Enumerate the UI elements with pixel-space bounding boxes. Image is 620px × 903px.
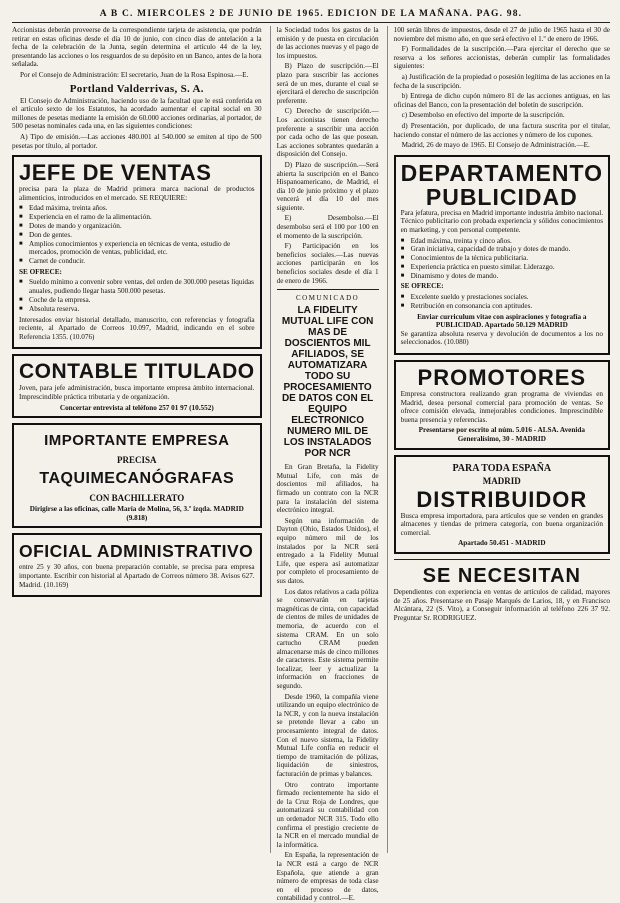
ad-offers [401, 293, 603, 311]
ad-closing: Interesados enviar historial detallado, manuscrito, con referencias y fotografía reciente, al Apartado de Correos 10.097, Madrid, indicando en el sobre Referencia 1355. (10.076) [19, 315, 255, 341]
ad-subtitle: MADRID [482, 475, 521, 486]
article-paragraph: Madrid, 26 de mayo de 1965. El Consejo de Administración.—E. [401, 141, 590, 150]
ad-jefe-ventas [12, 155, 262, 349]
ad-title: JEFE DE VENTAS [19, 160, 212, 186]
ad-contact: Presentarse por escrito al núm. 5.016 - ALSA. Avenida Generalísimo, 30 - MADRID [418, 426, 585, 444]
article-paragraph: Los datos relativos a cada póliza se conservarán en tarjetas magnéticas de cinta, con capacidad de cientos de miles de unidades de memoria, de acuerdo con el sistema CRAM. En un solo cartucho CRAM pueden almacenarse más de cinco millones de caracteres. Este sistema permite localizar, leer y actualizar la información en fracciones de segundo. [276, 587, 379, 691]
article-paragraph: Según una información de Dayton (Ohio, Estados Unidos), el equipo número mil de los instalados por la NCR será entregado a la Fidelity Mutual Life, que espera así automatizar por completo el procesamiento de sus datos. [276, 516, 379, 585]
article-paragraph: C) Derecho de suscripción.—Los accionistas tienen derecho preferente a suscribir una acción por cada ocho de las que posean. Las acciones sobrantes quedarán a disposición del Consejo. [276, 107, 379, 159]
company-heading: Portland Valderrivas, S. A. [69, 82, 204, 95]
company-paragraph: El Consejo de Administración, haciendo uso de la facultad que le está conferida en el artículo sexto de los Estatutos, ha acordado aumentar el capital social en 30 millones de pesetas mediante la emisión de 60.000 acciones ordinarias, al portador, de 500 pesetas nominales cada una, en las siguientes condiciones: [12, 96, 262, 131]
ad-title: DISTRIBUIDOR [416, 486, 588, 512]
list-item: ■ Edad máxima, treinta y cinco años. [401, 237, 603, 246]
article-paragraph: E) Desembolso.—El desembolso será el 100 por 100 en el momento de la suscripción. [276, 214, 379, 240]
list-item: ■ Dotes de mando y organización. [19, 222, 255, 231]
company-paragraph: A) Tipo de emisión.—Las acciones 480.001 al 540.000 se emiten al tipo de 500 pesetas por título, al portador. [12, 132, 262, 150]
column-right [387, 26, 610, 853]
ad-subtitle: PARA TODA ESPAÑA [452, 462, 552, 474]
ad-taquimecanografas [12, 423, 262, 528]
article-paragraph: B) Plazo de suscripción.—El plazo para suscribir las acciones será de un mes, durante el cual se ejercitará el derecho de suscripción preferente. [276, 62, 379, 105]
list-item: ■ Excelente sueldo y prestaciones sociales. [401, 293, 603, 302]
columns [12, 26, 610, 903]
article-paragraph: a) Justificación de la propiedad o posesión legítima de las acciones en la fecha de la suscripción. [393, 72, 610, 90]
ad-text: Dependientes con experiencia en ventas de artículos de calidad, mayores de 25 años. Presentarse en Pasaje Marqués de Larios, 18, y en Francisco Alcántara, 22 (S. Vito), a Conseguir información al teléfono 226 37 92. Preguntar Sr. RODRIGUEZ. [393, 587, 610, 622]
ad-text: entre 25 y 30 años, con buena preparación contable, se precisa para empresa importante. Escribir con historial al Apartado de Correos número 38. Avisos 627. Madrid. (10.169) [19, 563, 255, 589]
ad-subtitle: CON BACHILLERATO [89, 493, 185, 504]
ad-oficial-administrativo [12, 533, 262, 597]
list-item: ■ Amplios conocimientos y experiencia en técnicas de venta, estudio de mercados, promoción de ventas, publicidad, etc. [19, 240, 255, 258]
list-item: ■ Don de gentes. [19, 231, 255, 240]
ad-offers [19, 278, 255, 313]
ad-contact: Dirigirse a las oficinas, calle María de Molina, 56, 3.º izqda. MADRID (9.818) [29, 505, 244, 522]
divider [277, 289, 379, 290]
list-item: ■ Conocimientos de la técnica publicitaria. [401, 254, 603, 263]
ad-contact: Apartado 50.451 - MADRID [458, 539, 546, 548]
intro-paragraph: Accionistas deberán proveerse de la correspondiente tarjeta de asistencia, que podrán retirar en estas oficinas desde el día 10 de junio, con cinco días de antelación a la fecha de la celebración de la Junta, según determina el artículo 44 de la ley, presentando las acciones o los resguardos de su depósito en un Banco, antes de la hora señalada. [12, 26, 262, 69]
ad-title: DEPARTAMENTO [400, 159, 603, 186]
ad-title: SE NECESITAN [422, 564, 581, 587]
ad-title: OFICIAL ADMINISTRATIVO [19, 541, 254, 562]
ad-intro: Para jefatura, precisa en Madrid importante industria ámbito nacional. Técnico publicitario con probada experiencia y sólidos conocimientos en marketing, y con personal competente. [400, 208, 603, 234]
ad-note: Se garantiza absoluta reserva y devolución de documentos a los no seleccionados. (10.080) [400, 329, 603, 347]
ad-requirements [401, 237, 603, 281]
article-paragraph: F) Formalidades de la suscripción.—Para ejercitar el derecho que se reserva a los señores accionistas, deberán cumplir las formalidades siguientes: [393, 45, 610, 71]
article-paragraph: 100 serán libres de impuestos, desde el 27 de julio de 1965 hasta el 30 de noviembre del mismo año, en que será efectivo el 1.º de enero de 1966. [393, 26, 610, 43]
ad-title: PROMOTORES [417, 365, 587, 391]
ad-se-necesitan [394, 564, 610, 622]
article-paragraph: c) Desembolso en efectivo del importe de la suscripción. [401, 111, 565, 120]
ad-intro: precisa para la plaza de Madrid primera marca nacional de productos alimenticios, introducidos en el mercado. SE REQUIERE: [19, 185, 255, 202]
ad-title: PUBLICIDAD [425, 183, 578, 210]
ad-promotores [394, 360, 610, 450]
article-paragraph: b) Entrega de dicho cupón número 81 de las acciones antiguas, en las oficinas del Banco, con la presentación del boletín de suscripción. [393, 92, 610, 109]
ad-contact: Concertar entrevista al teléfono 257 01 97 (10.552) [59, 403, 214, 412]
list-item: ■ Gran iniciativa, capacidad de trabajo y dotes de mando. [401, 245, 603, 254]
ad-distribuidor [394, 455, 610, 554]
comunicado-label: COMUNICADO [295, 294, 360, 303]
article-paragraph: F) Participación en los beneficios sociales.—Las nuevas acciones participarán en los beneficios sociales desde el día 1 de enero de 1966. [276, 242, 379, 285]
ad-text: Busca empresa importadora, para artículos que se venden en grandes almacenes y tiendas de primera categoría, con buena organización comercial. [400, 511, 603, 537]
article-paragraph: Desde 1960, la compañía viene utilizando un equipo electrónico de la NCR, y con la nueva instalación se pretende llevar a cabo un procesamiento integral de datos. Con el nuevo sistema, la Fidelity Mutual Life confía en reducir el tiempo de tramitación de pólizas, liquidación de siniestros, facturación de primas y balances. [276, 692, 379, 778]
article-paragraph: d) Presentación, por duplicado, de una factura suscrita por el titular, haciendo constar el número de las acciones y número de los cupones. [393, 121, 610, 139]
column-left [12, 26, 262, 853]
ad-contable-titulado [12, 354, 262, 418]
list-item: ■ Dinamismo y dotes de mando. [401, 272, 603, 281]
divider [394, 559, 610, 560]
list-item: ■ Coche de la empresa. [19, 296, 255, 305]
article-paragraph: En España, la representación de la NCR está a cargo de NCR Española, que atiende a gran número de empresas de toda clase en el proceso de datos, contabilidad y control.—E. [276, 851, 379, 903]
ad-text: Joven, para jefe administración, busca importante empresa ámbito internacional. Imprescindible práctica tributaria y de organización. [19, 384, 255, 402]
ad-offer-label: SE OFRECE: [19, 267, 62, 276]
ad-subtitle: PRECISA [117, 455, 157, 466]
list-item: ■ Absoluta reserva. [19, 305, 255, 314]
article-paragraph: Otro contrato importante firmado recientemente ha sido el de la Cruz Roja de Londres, que automatizará su contabilidad con un ordenador NCR 315. Todo ello confirma el prestigio creciente de la NCR en el mercado mundial de la informática. [276, 780, 379, 849]
column-middle [270, 26, 379, 903]
article-paragraph: D) Plazo de suscripción.—Será abierta la suscripción en el Banco Hispanoamericano, de Madrid, el día 10 de junio próximo y el plazo vencerá el día 10 del mes siguiente. [276, 160, 379, 212]
list-item: ■ Sueldo mínimo a convenir sobre ventas, del orden de 300.000 pesetas líquidas anuales, pudiendo llegar hasta 500.000 pesetas. [19, 278, 255, 296]
article-paragraph: la Sociedad todos los gastos de la emisión y de puesta en circulación de las acciones nuevas y el pago de los impuestos. [276, 26, 379, 60]
ad-offer-label: SE OFRECE: [400, 282, 444, 291]
ad-requirements [19, 204, 255, 266]
ad-text: Empresa constructora realizando gran programa de viviendas en Madrid, desea personal comercial para promoción de ventas. Se ofrece comisión elevada, inmejorables condiciones. Imprescindible buena presencia y referencias. [400, 390, 603, 424]
list-item: ■ Edad máxima, treinta años. [19, 204, 255, 213]
list-item: ■ Retribución en consonancia con aptitudes. [401, 302, 603, 311]
ad-departamento-publicidad [394, 155, 610, 355]
ad-title: CONTABLE TITULADO [19, 360, 255, 384]
ad-title: TAQUIMECANÓGRAFAS [39, 470, 235, 488]
article-paragraph: En Gran Bretaña, la Fidelity Mutual Life, con más de doscientos mil afiliados, ha firmado un contrato con la NCR para la instalación del sistema electrónico integral. [276, 463, 379, 515]
list-item: ■ Experiencia práctica en puesto similar. Liderazgo. [401, 263, 603, 272]
page-header: A B C. MIERCOLES 2 DE JUNIO DE 1965. EDICION DE LA MAÑANA. PAG. 98. [12, 6, 610, 23]
ad-title: IMPORTANTE EMPRESA [44, 432, 230, 450]
list-item: ■ Carnet de conducir. [19, 257, 255, 266]
list-item: ■ Experiencia en el ramo de la alimentación. [19, 213, 255, 222]
intro-signature: Por el Consejo de Administración: El secretario, Juan de la Rosa Espinosa.—E. [20, 70, 249, 79]
ad-contact: Enviar curriculum vitae con aspiraciones y fotografía a PUBLICIDAD. Apartado 50.129 MADRID [417, 312, 587, 330]
article-title: LA FIDELITY MUTUAL LIFE CON MAS DE DOSCIENTOS MIL AFILIADOS, SE AUTOMATIZARA TODO SU PROCESAMIENTO DE DATOS CON EL EQUIPO ELECTRONICO NUMERO MIL DE LOS INSTALADOS POR NCR [281, 305, 374, 460]
